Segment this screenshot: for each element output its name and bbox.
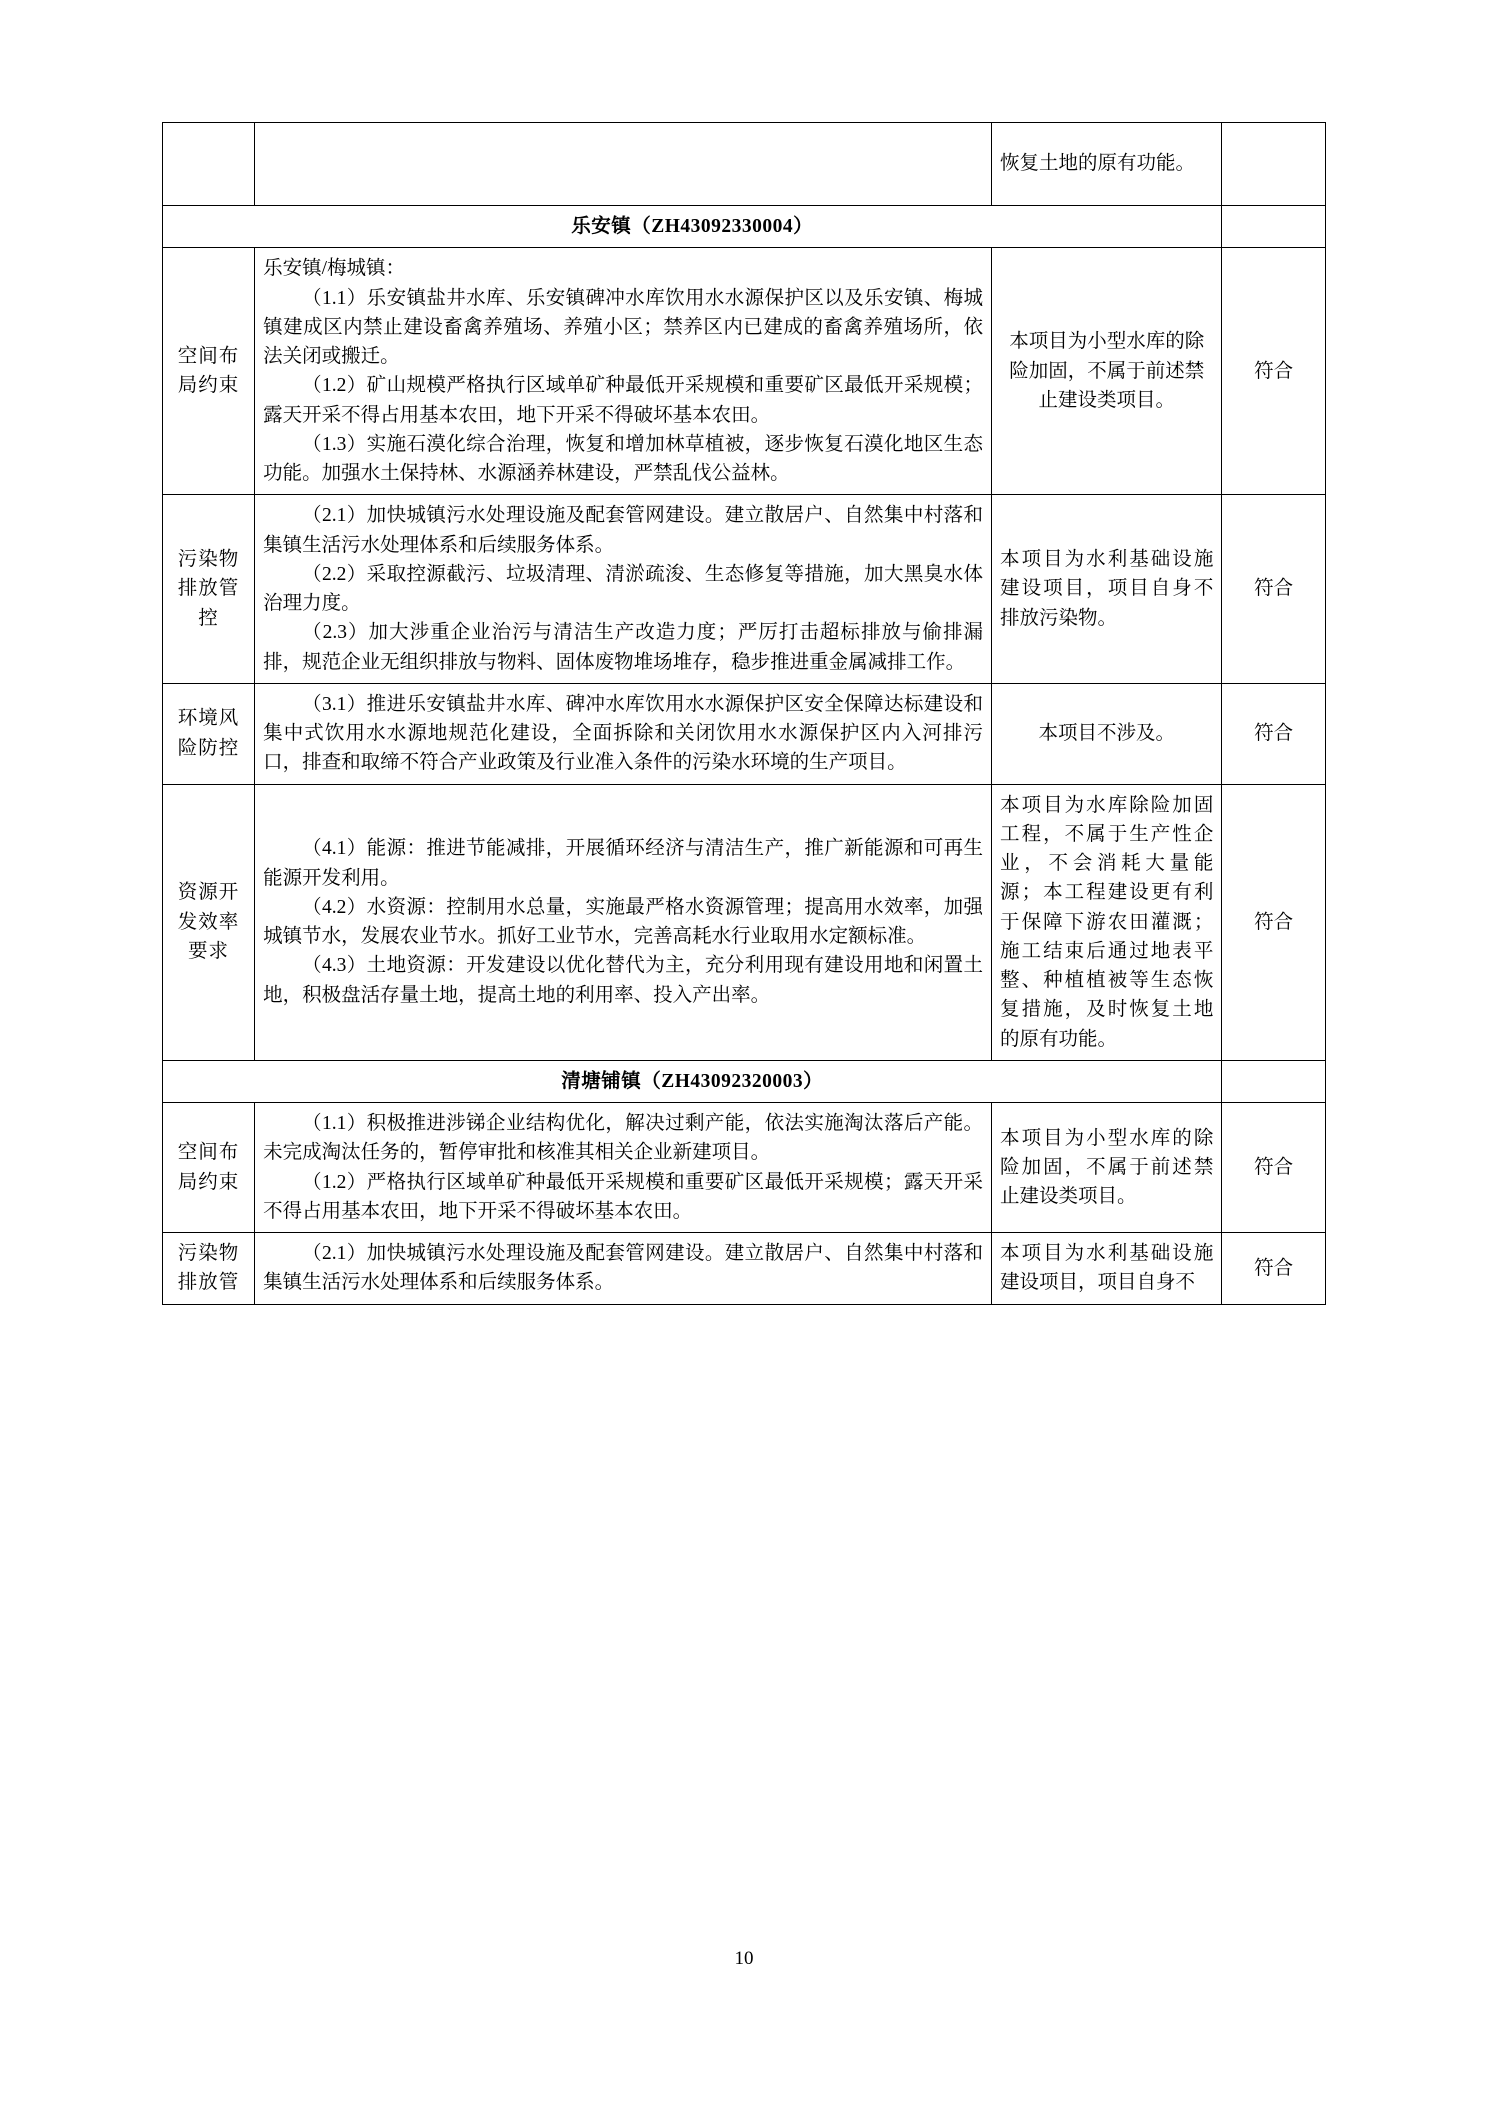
requirement-line: （4.2）水资源：控制用水总量，实施最严格水资源管理；提高用水效率，加强城镇节水，发展农业节水。抓好工业节水，完善高耗水行业取用水定额标准。 [263, 896, 984, 948]
requirement-cell [255, 683, 992, 784]
page-number: 10 [734, 1948, 754, 1969]
evaluation-cell: 本项目不涉及。 [992, 683, 1222, 784]
evaluation-cell: 本项目为水利基础设施建设项目，项目自身不排放污染物。 [992, 495, 1222, 684]
table-row [163, 1103, 1326, 1233]
category-cell [163, 683, 255, 784]
table-row [163, 683, 1326, 784]
result-cell: 符合 [1222, 495, 1326, 684]
requirement-cell [255, 495, 992, 684]
section-heading-row [163, 206, 1326, 248]
category-cell [163, 1103, 255, 1233]
evaluation-cell: 恢复土地的原有功能。 [992, 123, 1222, 206]
compliance-table [162, 122, 1326, 1305]
requirement-cell [255, 248, 992, 495]
table-row [163, 1233, 1326, 1305]
requirement-line: （2.1）加快城镇污水处理设施及配套管网建设。建立散居户、自然集中村落和集镇生活污水处理体系和后续服务体系。 [263, 1243, 984, 1294]
requirement-line: （1.1）积极推进涉锑企业结构优化，解决过剩产能，依法实施淘汰落后产能。未完成淘汰任务的，暂停审批和核准其相关企业新建项目。 [263, 1113, 984, 1164]
category-cell [163, 1233, 255, 1305]
result-cell: 符合 [1222, 683, 1326, 784]
result-cell [1222, 123, 1326, 206]
requirement-cell [255, 1233, 992, 1305]
category-label: 污染物排放管 [177, 1243, 240, 1294]
requirement-line: （1.1）乐安镇盐井水库、乐安镇碑冲水库饮用水水源保护区以及乐安镇、梅城镇建成区内禁止建设畜禽养殖场、养殖小区；禁养区内已建成的畜禽养殖场所，依法关闭或搬迁。 [263, 287, 984, 367]
table-row [163, 784, 1326, 1060]
category-label: 资源开发效率要求 [177, 882, 240, 962]
table-row [163, 248, 1326, 495]
requirement-line: （2.2）采取控源截污、垃圾清理、清淤疏浚、生态修复等措施，加大黑臭水体治理力度。 [263, 563, 984, 614]
requirement-cell [255, 784, 992, 1060]
table-row [163, 495, 1326, 684]
evaluation-cell: 本项目为小型水库的除险加固，不属于前述禁止建设类项目。 [992, 248, 1222, 495]
requirement-line: （3.1）推进乐安镇盐井水库、碑冲水库饮用水水源保护区安全保障达标建设和集中式饮用水水源地规范化建设，全面拆除和关闭饮用水水源保护区内入河排污口，排查和取缔不符合产业政策及行业准入条件的污染水环境的生产项目。 [263, 693, 984, 774]
section-heading-qingtangpu: 清塘铺镇（ZH43092320003） [163, 1060, 1222, 1102]
requirement-line: （1.3）实施石漠化综合治理，恢复和增加林草植被，逐步恢复石漠化地区生态功能。加强水土保持林、水源涵养林建设，严禁乱伐公益林。 [263, 433, 984, 484]
category-cell [163, 495, 255, 684]
section-heading-leian: 乐安镇（ZH43092330004） [163, 206, 1222, 248]
requirement-line: （1.2）严格执行区域单矿种最低开采规模和重要矿区最低开采规模；露天开采不得占用基本农田，地下开采不得破坏基本农田。 [263, 1171, 984, 1222]
evaluation-cell: 本项目为水库除险加固工程，不属于生产性企业，不会消耗大量能源；本工程建设更有利于保障下游农田灌溉；施工结束后通过地表平整、种植植被等生态恢复措施，及时恢复土地的原有功能。 [992, 784, 1222, 1060]
category-label: 环境风险防控 [177, 708, 240, 759]
result-cell: 符合 [1222, 248, 1326, 495]
result-cell: 符合 [1222, 1103, 1326, 1233]
category-cell [163, 784, 255, 1060]
requirement-line: （2.3）加大涉重企业治污与清洁生产改造力度；严厉打击超标排放与偷排漏排，规范企业无组织排放与物料、固体废物堆场堆存，稳步推进重金属减排工作。 [263, 622, 984, 673]
category-label: 空间布局约束 [177, 1142, 240, 1193]
requirement-cell [255, 1103, 992, 1233]
category-cell [163, 248, 255, 495]
page-content [162, 122, 1326, 1305]
requirement-line: （4.1）能源：推进节能减排，开展循环经济与清洁生产，推广新能源和可再生能源开发利用。 [263, 838, 984, 889]
section-heading-spacer [1222, 206, 1326, 248]
section-heading-row [163, 1060, 1326, 1102]
section-heading-spacer [1222, 1060, 1326, 1102]
requirement-line: （4.3）土地资源：开发建设以优化替代为主，充分利用现有建设用地和闲置土地，积极盘活存量土地，提高土地的利用率、投入产出率。 [263, 955, 984, 1006]
category-cell [163, 123, 255, 206]
requirement-cell [255, 123, 992, 206]
category-label: 污染物排放管控 [177, 549, 240, 629]
result-cell: 符合 [1222, 1233, 1326, 1305]
evaluation-cell: 本项目为水利基础设施建设项目，项目自身不 [992, 1233, 1222, 1305]
result-cell: 符合 [1222, 784, 1326, 1060]
requirement-line: （2.1）加快城镇污水处理设施及配套管网建设。建立散居户、自然集中村落和集镇生活污水处理体系和后续服务体系。 [263, 505, 984, 556]
table-row [163, 123, 1326, 206]
evaluation-cell: 本项目为小型水库的除险加固，不属于前述禁止建设类项目。 [992, 1103, 1222, 1233]
requirement-line: 乐安镇/梅城镇： [263, 258, 406, 280]
category-label: 空间布局约束 [177, 346, 240, 397]
requirement-line: （1.2）矿山规模严格执行区域单矿种最低开采规模和重要矿区最低开采规模；露天开采不得占用基本农田，地下开采不得破坏基本农田。 [263, 375, 984, 426]
